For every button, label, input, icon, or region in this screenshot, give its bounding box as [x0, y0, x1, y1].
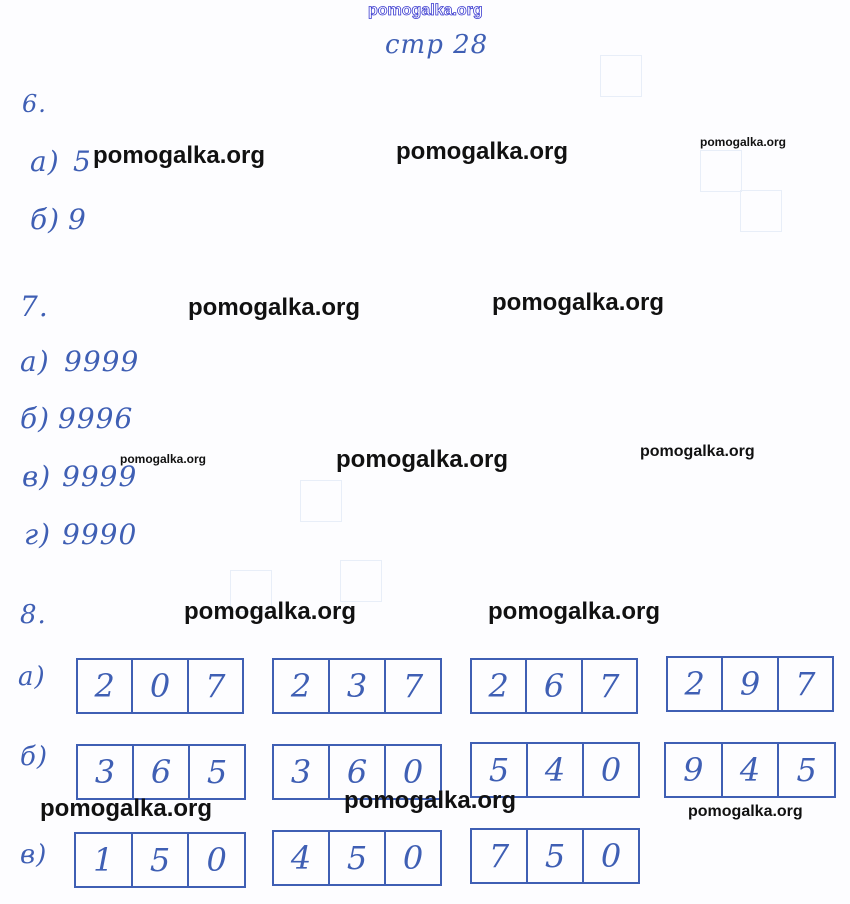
digit-cell: 7: [472, 830, 528, 882]
watermark: pomogalka.org: [120, 452, 207, 466]
digit-cell: 7: [795, 665, 816, 703]
watermark: pomogalka.org: [396, 138, 569, 165]
task-6-answer-a-label: а): [30, 145, 60, 178]
watermark: pomogalka.org: [640, 443, 755, 460]
digit-cell: 5: [796, 751, 817, 789]
task-6-number: 6.: [22, 90, 47, 118]
digit-cell: 7: [402, 667, 424, 705]
digit-cell: 9: [666, 744, 723, 796]
watermark: pomogalka.org: [188, 294, 361, 321]
task-7-answer-a-value: 9999: [64, 345, 140, 378]
task-7-answer-b-value: 9996: [58, 402, 134, 435]
digit-cell: 0: [402, 839, 424, 877]
grid-square: [300, 480, 342, 522]
page-number: стр 28: [385, 30, 489, 60]
number-box: [76, 744, 246, 800]
digit-cell: 4: [723, 744, 780, 796]
number-box: [664, 742, 836, 798]
watermark: pomogalka.org: [492, 289, 665, 316]
number-box: [74, 832, 246, 888]
digit-cell: 7: [599, 667, 620, 705]
watermark: pomogalka.org: [344, 787, 517, 814]
task-7-answer-c-value: 9999: [62, 460, 138, 493]
digit-cell: 0: [206, 841, 227, 879]
digit-cell: 3: [274, 746, 330, 798]
digit-cell: 4: [528, 744, 584, 796]
watermark: pomogalka.org: [336, 446, 509, 473]
digit-cell: 9: [723, 658, 778, 710]
digit-cell: 0: [600, 837, 622, 875]
grid-square: [700, 150, 742, 192]
digit-cell: 0: [133, 660, 188, 712]
grid-square: [340, 560, 382, 602]
watermark: pomogalka.org: [93, 142, 266, 169]
digit-cell: 0: [600, 751, 622, 789]
task-7-answer-b-label: б): [20, 402, 51, 435]
digit-cell: 3: [78, 746, 134, 798]
number-box: [272, 658, 442, 714]
task-8-row-b-label: б): [20, 742, 49, 772]
digit-cell: 6: [330, 746, 386, 798]
digit-cell: 7: [205, 667, 226, 705]
number-box: [470, 828, 640, 884]
digit-cell: 6: [134, 746, 190, 798]
digit-cell: 5: [472, 744, 528, 796]
digit-cell: 5: [528, 830, 584, 882]
task-8-row-c-label: в): [20, 840, 48, 870]
watermark: pomogalka.org: [488, 598, 661, 625]
task-7-answer-d-value: 9990: [62, 518, 138, 551]
digit-cell: 0: [402, 753, 424, 791]
digit-cell: 4: [274, 832, 330, 884]
digit-cell: 2: [472, 660, 527, 712]
digit-cell: 3: [330, 660, 386, 712]
digit-cell: 6: [527, 660, 582, 712]
number-box: [76, 658, 244, 714]
task-6-answer-b-value: 9: [68, 203, 87, 236]
task-8-number: 8.: [20, 600, 47, 630]
number-box: [272, 830, 442, 886]
task-6-answer-a-value: 5: [73, 145, 92, 178]
site-header-watermark: pomogalka.org: [368, 2, 483, 19]
digit-cell: 2: [78, 660, 133, 712]
watermark: pomogalka.org: [700, 135, 787, 149]
task-7-answer-d-label: г): [24, 518, 52, 551]
digit-cell: 2: [274, 660, 330, 712]
digit-cell: 5: [133, 834, 190, 886]
digit-cell: 5: [330, 832, 386, 884]
task-7-answer-a-label: а): [20, 345, 50, 378]
digit-cell: 5: [206, 753, 228, 791]
task-7-number: 7.: [20, 290, 49, 323]
task-7-answer-c-label: в): [22, 460, 52, 493]
number-box: [666, 656, 834, 712]
task-8-row-a-label: а): [18, 662, 46, 692]
digit-cell: 1: [76, 834, 133, 886]
watermark: pomogalka.org: [184, 598, 357, 625]
watermark: pomogalka.org: [40, 795, 213, 822]
grid-square: [740, 190, 782, 232]
watermark: pomogalka.org: [688, 803, 803, 820]
grid-square: [600, 55, 642, 97]
number-box: [470, 658, 638, 714]
digit-cell: 2: [668, 658, 723, 710]
task-6-answer-b-label: б): [30, 203, 61, 236]
